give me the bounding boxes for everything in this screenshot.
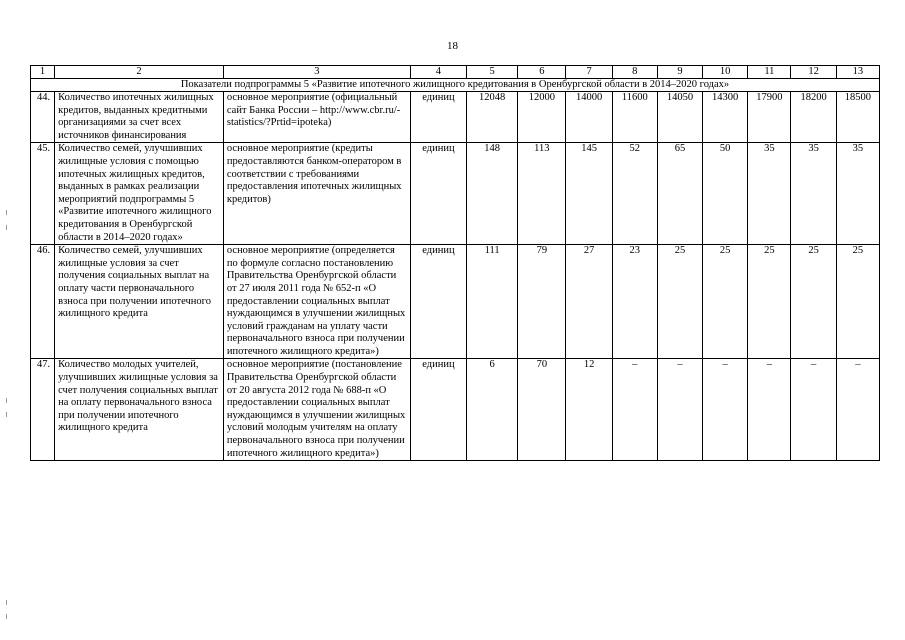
indicators-table <box>30 65 880 461</box>
value-cell: 6 <box>467 359 518 461</box>
indicator-name: Количество ипотечных жилищных кредитов, выданных кредитными организациями за счет всех источников финансирования <box>55 92 224 143</box>
value-cell: 11600 <box>612 92 657 143</box>
column-number: 5 <box>467 66 518 79</box>
value-cell: 17900 <box>748 92 791 143</box>
value-cell: 25 <box>703 245 748 359</box>
scan-mark <box>6 614 7 619</box>
column-number: 10 <box>703 66 748 79</box>
column-number: 13 <box>836 66 879 79</box>
table-row <box>31 143 880 245</box>
measure-source: основное мероприятие (постановление Правительства Оренбургской области от 20 августа 2012 года № 688-п «О предоставлении социальных выплат нуждающимся в улучшении жилищных условий молодым учителям на оплату первоначального взноса при получении ипотечного жилищного кредита») <box>223 359 410 461</box>
page-number: 18 <box>447 40 458 52</box>
scan-mark <box>6 210 7 215</box>
value-cell: 111 <box>467 245 518 359</box>
value-cell: 14000 <box>566 92 612 143</box>
value-cell: – <box>703 359 748 461</box>
row-number: 45. <box>31 143 55 245</box>
unit: единиц <box>410 92 466 143</box>
value-cell: 70 <box>518 359 566 461</box>
value-cell: 52 <box>612 143 657 245</box>
unit: единиц <box>410 359 466 461</box>
value-cell: 35 <box>791 143 836 245</box>
value-cell: 35 <box>748 143 791 245</box>
column-number: 2 <box>55 66 224 79</box>
column-number: 1 <box>31 66 55 79</box>
indicator-name: Количество семей, улучшивших жилищные условия за счет получения социальных выплат на оплату части первоначального взноса при получении ипотечного жилищного кредита <box>55 245 224 359</box>
column-number: 12 <box>791 66 836 79</box>
column-number: 11 <box>748 66 791 79</box>
section-title-row <box>31 79 880 92</box>
scan-mark <box>6 600 7 605</box>
value-cell: 27 <box>566 245 612 359</box>
value-cell: 79 <box>518 245 566 359</box>
unit: единиц <box>410 245 466 359</box>
value-cell: – <box>657 359 702 461</box>
row-number: 47. <box>31 359 55 461</box>
table-row <box>31 359 880 461</box>
indicator-name: Количество молодых учителей, улучшивших жилищные условия за счет получения социальных выплат на оплату первоначального взноса при получении ипотечного жилищного кредита <box>55 359 224 461</box>
measure-source: основное мероприятие (официальный сайт Банка России – http://www.cbr.ru/-statistics/?Prtid=ipoteka) <box>223 92 410 143</box>
measure-source: основное мероприятие (кредиты предоставляются банком-оператором в соответствии с требованиями предоставления ипотечных жилищных кредитов) <box>223 143 410 245</box>
scan-mark <box>6 225 7 230</box>
value-cell: 14300 <box>703 92 748 143</box>
section-title: Показатели подпрограммы 5 «Развитие ипотечного жилищного кредитования в Оренбургской области в 2014–2020 годах» <box>31 79 880 92</box>
value-cell: 14050 <box>657 92 702 143</box>
value-cell: 25 <box>791 245 836 359</box>
column-number: 3 <box>223 66 410 79</box>
value-cell: 25 <box>748 245 791 359</box>
measure-source: основное мероприятие (определяется по формуле согласно постановлению Правительства Оренбургской области от 27 июля 2011 года № 652-п «О предоставлении социальных выплат нуждающимся в улучшении жилищных условий гражданам на уплату части первоначального взноса при получении ипотечного жилищного кредита») <box>223 245 410 359</box>
row-number: 46. <box>31 245 55 359</box>
value-cell: – <box>748 359 791 461</box>
table-row <box>31 245 880 359</box>
value-cell: 145 <box>566 143 612 245</box>
scan-mark <box>6 412 7 417</box>
row-number: 44. <box>31 92 55 143</box>
value-cell: – <box>791 359 836 461</box>
column-number-row <box>31 66 880 79</box>
value-cell: 12000 <box>518 92 566 143</box>
value-cell: – <box>612 359 657 461</box>
scan-mark <box>6 398 7 403</box>
indicator-name: Количество семей, улучшивших жилищные условия с помощью ипотечных жилищных кредитов, выданных в рамках реализации мероприятий подпрограммы 5 «Развитие ипотечного жилищного кредитования в Оренбургской области в 2014–2020 годах» <box>55 143 224 245</box>
unit: единиц <box>410 143 466 245</box>
value-cell: 65 <box>657 143 702 245</box>
value-cell: 35 <box>836 143 879 245</box>
column-number: 4 <box>410 66 466 79</box>
value-cell: 12 <box>566 359 612 461</box>
value-cell: 148 <box>467 143 518 245</box>
column-number: 6 <box>518 66 566 79</box>
column-number: 8 <box>612 66 657 79</box>
value-cell: – <box>836 359 879 461</box>
value-cell: 12048 <box>467 92 518 143</box>
value-cell: 18500 <box>836 92 879 143</box>
value-cell: 50 <box>703 143 748 245</box>
value-cell: 18200 <box>791 92 836 143</box>
value-cell: 25 <box>836 245 879 359</box>
value-cell: 113 <box>518 143 566 245</box>
column-number: 9 <box>657 66 702 79</box>
value-cell: 23 <box>612 245 657 359</box>
value-cell: 25 <box>657 245 702 359</box>
column-number: 7 <box>566 66 612 79</box>
table-row <box>31 92 880 143</box>
